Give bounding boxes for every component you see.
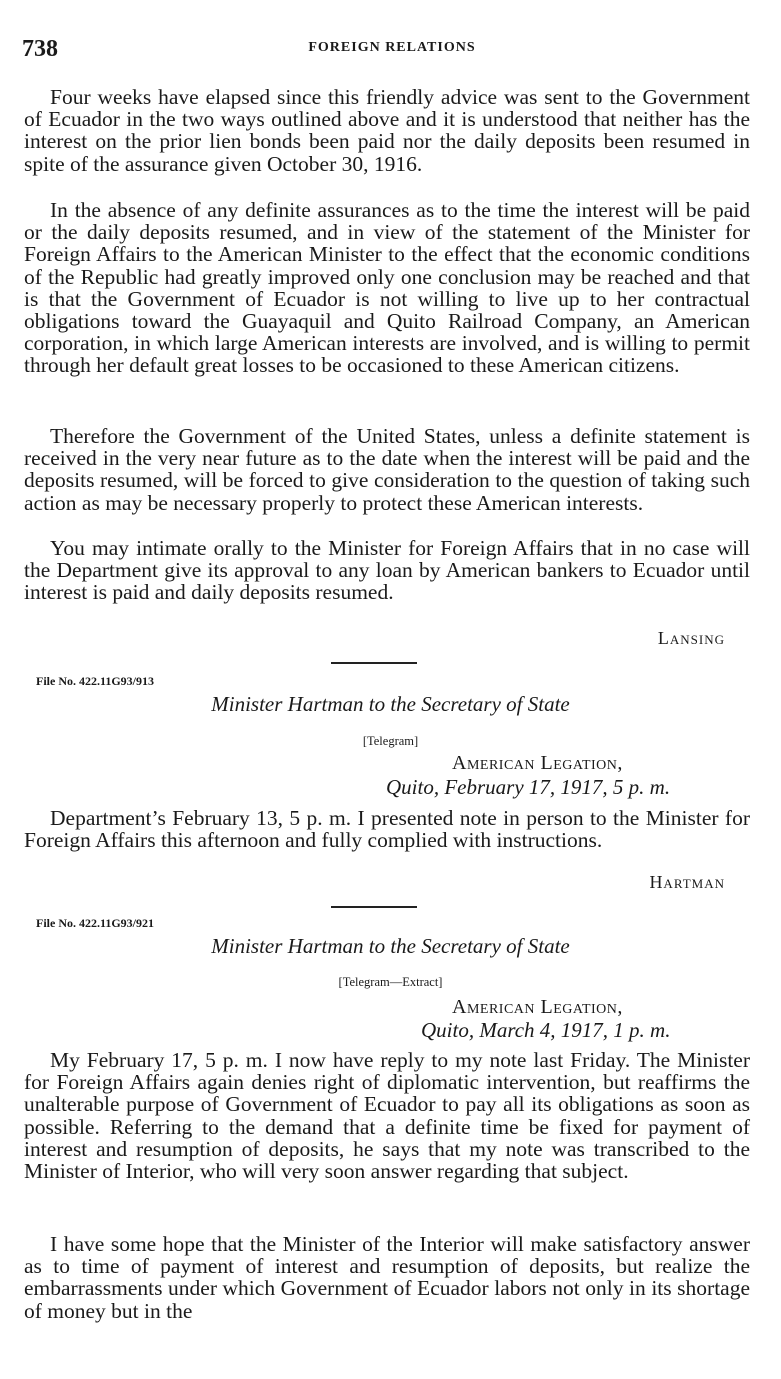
document-type: [Telegram] [362, 734, 419, 748]
file-number: File No. 422.11G93/913 [36, 674, 154, 688]
paragraph-some-hope: I have some hope that the Minister of the Interior will make satisfactory answer as to time of payment of interest and resumption of deposits, but realize the embarrassments under which Government of Ecuador labors not only in its shortage of money but in the [24, 1232, 750, 1323]
section-divider [331, 662, 417, 664]
paragraph-department-february: Department’s February 13, 5 p. m. I presented note in person to the Minister for Foreign Affairs this afternoon and fully complied with instructions. [24, 806, 750, 853]
paragraph-absence-of-assurances: In the absence of any definite assurances as to the time the interest will be paid or the daily deposits resumed, and in view of the statement of the Minister for Foreign Affairs to the American Minister to the effect that the economic conditions of the Republic had greatly improved only one conclusion may be reached and that is that the Government of Ecuador is not willing to live up to her contractual obligations toward the Guayaquil and Quito Railroad Company, an American corporation, in which large American interests are involved, and is willing to permit through her default great losses to be occasioned to these American citizens. [24, 198, 750, 378]
page-header [22, 36, 762, 66]
document-type: [Telegram—Extract] [338, 975, 443, 989]
file-number: File No. 422.11G93/921 [36, 916, 154, 930]
paragraph-four-weeks: Four weeks have elapsed since this friendly advice was sent to the Government of Ecuador in the two ways outlined above and it is understood that neither has the interest on the prior lien bonds been paid nor the daily deposits been resumed in spite of the assurance given October 30, 1916. [24, 85, 750, 176]
dateline: Quito, February 17, 1917, 5 p. m. [386, 775, 671, 799]
document-title: Minister Hartman to the Secretary of State [211, 692, 570, 716]
paragraph-therefore: Therefore the Government of the United States, unless a definite statement is received in the very near future as to the date when the interest will be paid and the deposits resumed, will be forced to give consideration to the question of taking such action as may be necessary properly to protect these American interests. [24, 424, 750, 515]
signature-hartman: Hartman [649, 872, 725, 892]
page-number: 738 [22, 36, 58, 62]
signature-lansing: Lansing [657, 628, 725, 648]
paragraph-my-february: My February 17, 5 p. m. I now have reply to my note last Friday. The Minister for Foreign Affairs again denies right of diplomatic intervention, but reaffirms the unalterable purpose of Government of Ecuador to pay all its obligations as soon as possible. Referring to the demand that a definite time be fixed for payment of interest and resumption of deposits, he says that my note was transcribed to the Minister of Interior, who will very soon answer regarding that subject. [24, 1048, 750, 1184]
paragraph-intimate-orally: You may intimate orally to the Minister for Foreign Affairs that in no case will the Department give its approval to any loan by American bankers to Ecuador until interest is paid and daily deposits resumed. [24, 536, 750, 605]
document-title: Minister Hartman to the Secretary of State [211, 934, 570, 958]
legation-heading: American Legation, [452, 996, 623, 1018]
running-head: FOREIGN RELATIONS [308, 40, 476, 55]
dateline: Quito, March 4, 1917, 1 p. m. [421, 1018, 671, 1042]
section-divider [331, 906, 417, 908]
legation-heading: American Legation, [452, 752, 623, 774]
